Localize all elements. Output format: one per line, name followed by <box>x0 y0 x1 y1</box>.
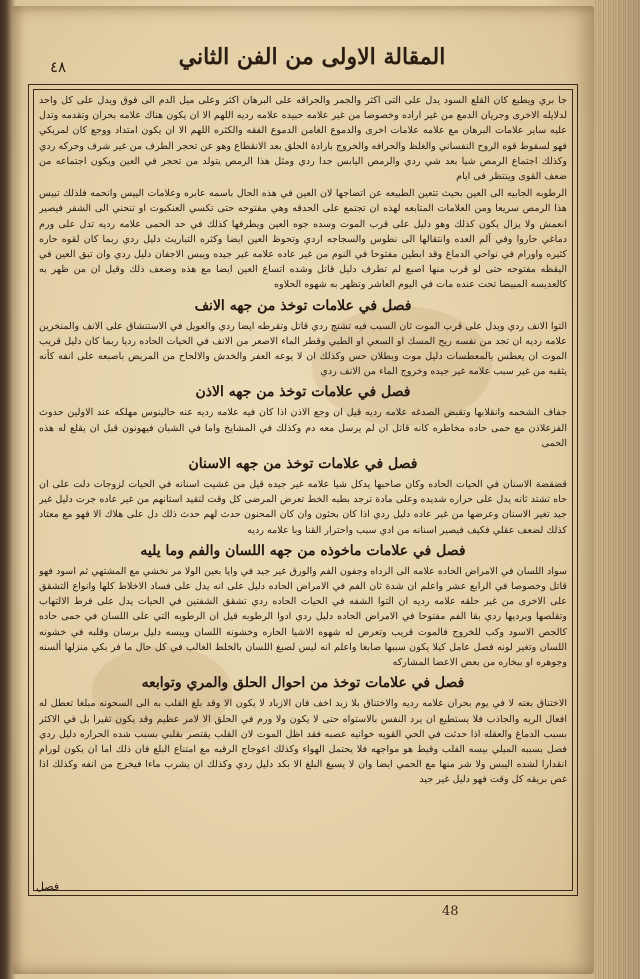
text-frame <box>28 84 578 896</box>
manuscript-page <box>12 6 594 974</box>
section-heading: فصل في علامات توخذ من جهه الاسنان <box>188 456 418 473</box>
page-number: ٤٨ <box>50 58 67 76</box>
section-body: الاختناق بغته لا في يوم بحران علامه رديه والاختناق بلا زبد اخف فان الازباد لا يكون الا وقد بلغ القلب به الى السحونه مبلغا تعطل له افعال الريه والجاذب فلا يستطيع ان يرد النفس بالاستواه حتى لا يكون ولا ورم في الحلق الا لامر عظيم وقد يكون تقيرا بل في الاكثر بسبب الدماغ والعقله اذا حدثت في الحي القويه خوانيه عصبه فقد اظل الموت لان القلب يقتصر بقلبي بسبب شده الحراره دليل ردي فصل بسببه الميلي بيسه الفلب وقيط هو مواجهه فلا يحتمل الهواء وكذلك اعوجاج الرقبه مع امتناع البلع فان ذلك اما ان يكون لورام انقدارا لشده اليبس ولا شر منها مع الحمي ايضا وان لا يسيغ البلغ الا بكد دليل ردي وكذلك ان يشرب ماءا فيخرج من انفه وكذلك اذا غص بريقه كل وقت فهو دليل غير جيد <box>39 698 567 786</box>
folio-number: 48 <box>442 904 459 919</box>
running-head: المقالة الاولى من الفن الثاني <box>178 44 446 70</box>
section-body: سواد اللسان في الامراض الحاده علامه الى الرداه وجفون الفم والورق غير جيد في وايا بعين الولا مر نخشي مع المشتهي ثم اسود فهو قاتل وخصوصا في الرابع عشر واعلم ان شدة ثان الفم في الامراض الحاده دليل على انه يدل على فساد الاخلاط كلها وانواع التشقق على الاخرى من غير حلقه علامه رديه ان التوا الشفه في الحيات الحاده ردي تشقق الشفتين في الحيات يدل على فرط الالتهاب وتقلصها وبرديها ردي بقا الفم مفتوحا في الامراض الحاده دليل ردي ادوا الرطوبه قيل ان الرطوبه التي على اللسان في حمى حاده كالجص الاسود وكب للخروج فالموت قريب وتعرض له شهوه الاشيا الحاره وخشونه اللسان ويبسه دليل برسان وقلبه في خشونه اللسان وتغير لونه فصل عامل كيلا يكون سببها صابغا واعلم انه ليس لصبغ اللسان بالخلط الغالب في كل حال ما فر بكي منزلها ألسنه وجوهره او ببخاره من بعض الاعضا المشاركه <box>39 565 567 669</box>
catchword: فصل <box>36 880 60 893</box>
section-body: التوا الانف ردي ويدل على قرب الموت ثان السبب فيه تشنج ردي قاتل وتقرطه ايضا ردي والعويل في الاستنشاق على الانف والمنخرين علامه رديه ان تجد من نفسه ريح المسك او السعي او الطبي وقطر الماء الاصعر من الانف في الحيات الحاده رديا ربما كان دليل قريب الموت ان يعطس بالمعطسات دليل موت وبطلان حس وكذلك ان لا يوعه العفر والخدش والالحاح من المريض باصبعه على انفه كأنه يثقبه من غير سبب علامه غير جيده وخروج الماء من الانف ردي <box>39 320 567 378</box>
section-heading: فصل في علامات توخذ من احوال الحلق والمري وتوابعه <box>141 675 465 692</box>
section-heading: فصل في علامات ماخوذه من جهه اللسان والفم وما يليه <box>140 542 466 559</box>
paragraph: الرطوبه الجابيه الى العين بحيث تتعين الطبيعه عن اتضاجها لان العين في هذه الحال باسمه عابره وعلامات الييس وانحمه فلذلك تبيس هذا الرمص سريعا ومن العلامات المتابعه لهذه ان تجتمع على الحدقه وهي مفتوحه حتى تكسي العنكبوت او تنحني الى الشفر فيصير انعمش ولا يزال يكون كذلك وهو دليل على قرب الموت وسده جوه العين ويطرفها كذلك في حد الحمى علامه رديه تدل على ورم دماغي حاروا وفي آلم العده وانتقالها الى نطوس والسجاجه اردي وتحوظ العين ايضا وكثره التباريث دليل ردي ربما كان لقوه حاره كثيره واورام في نواحي الدماغ وقد ابطين مفتوحا في النوم من غير عاده علامه غير جيده ويبس الاجفان دليل ردي وان تبق العين في اليقظه مفتوحه حتى لو قرب منها اصبع لم تطرف دليل قاتل وشده اتساع العين ايضا مع هذه وضعف ذلك وقيل ان من ظهر به كالعديسه المبيضا تحت عنده مات في اليوم العاشر وتظهر به شهوه الحلاوه <box>39 188 567 291</box>
section-body: قضقضة الاسنان في الحيات الحاده وكان صاحبها يدكل شيا علامه غير جيده قيل من غشيت اسنانه في الحيات لزوجات دلت على ان حاه تشتد ثانه يدل على حراره شديده وعلى مادة ترجد بطبه الخط تعرض المرضى كل وقت لتقيد استانهم من غير عاده جرت دليل غير جيد تغير الاسنان وعرضها من غير عاده دليل ردي اذا كان بحثون وان كان المحنون حدث لهم حدث ذلك دل على هلاك الا فهو مع معتاد كذلك لضعف عقلي فكيف فيصير اسنانه من ادي سبب واحترار القنا وبا علامه رديه <box>39 479 567 536</box>
section-heading: فصل في علامات توخذ من جهه الانف <box>194 297 412 314</box>
section-heading: فصل في علامات توخذ من جهه الاذن <box>195 384 411 401</box>
section-body: جفاف الشحمه وانقلابها وتقبض الصدغه علامه رديه قيل ان وجع الاذن اذا كان فيه علامه رديه عنه حالينوس مهلكه عند الاولين حدوث الفزعلاذن مع حمى حاده مخاطره كانه قاتل ان لم يرسل معه دم وكذلك في المشايخ واما في الشبان فيهونون قبل ان يقلع له هذه الحمى <box>39 407 567 449</box>
paragraph: جا بري ويطبع كان القلع السود يدل على التى اكثر والجمر والجراقه على البرهان اكثر وعلى ميل الدم الى فوق ويدل على كل واحد لدلايله الاخرى وجريان الدمع من غير اراده وخصوصا من غير علامه حبيده علامه رديه اللهم الا ان يكون هناك علامه بحران وتقدمه وتدل عليه ساير علامات البرهان مع علامه علامات اخرى والدموع الغامن الدموع الفقه والكثره اللهم الا ان يكون امتداد ووجع كان لمريكي فهو لسقوط قوه الروح النفساني والغلظ والحرافه والخروج بارادة الحلق بعد الانقطاع وهو عن تحجر الطرف من غير شرف وحركه ردي وكذلك اجتماع الرمص شيا بعد شي ردي والرمص اليابس جدا ردي ومثل هذا الرمص يتولد من تحجر في العين ويكون اجتماعه من ضعف القوى وينتظر فى ايام <box>39 95 567 183</box>
text-block <box>39 93 567 887</box>
book-page-edges <box>594 0 640 979</box>
